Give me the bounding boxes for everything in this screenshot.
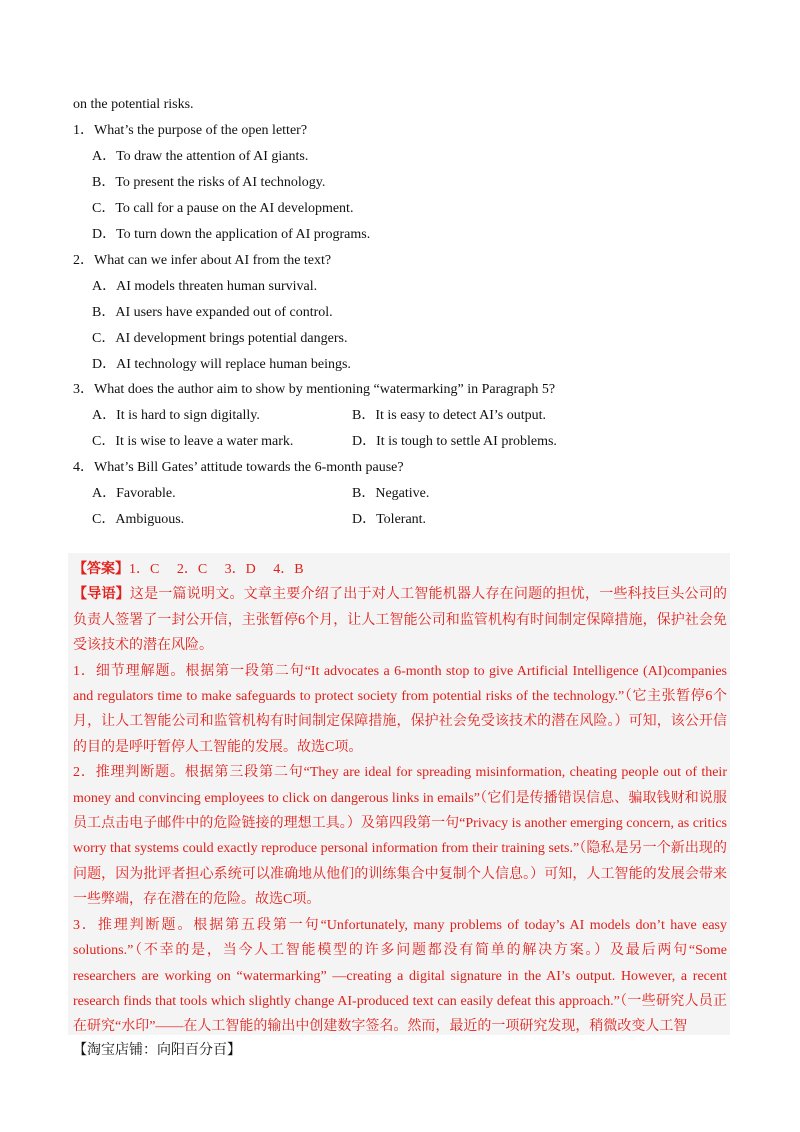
answer-label: 【答案】 <box>73 562 129 577</box>
question-4-stem: 4．What’s Bill Gates’ attitude towards the 6-month pause? <box>73 460 404 475</box>
explanation-2: 2．推理判断题。根据第三段第二句“They are ideal for spreading misinformation, cheating people out of their money and convincing employees to click on dangerous links in emails”（它们是传播错误信息、骗取钱财和说服员工点击电子邮件中的危险链接的理想工具。）及第四段第一句“Privacy is another emerging concern, as critics worry that systems could exactly reproduce personal information from their training sets.”（隐私是另一个新出现的问题，因为批评者担心系统可以准确地从他们的训练集合中复制个人信息。）可知，人工智能的发展会带来一些弊端，存在潜在的危险。故选C项。 <box>73 765 727 908</box>
footer-shop-label: 【淘宝店铺：向阳百分百】 <box>73 1043 241 1058</box>
intro-tail: on the potential risks. <box>73 97 194 112</box>
guide-paragraph <box>73 582 727 658</box>
question-3-stem: 3．What does the author aim to show by mentioning “watermarking” in Paragraph 5? <box>73 382 556 397</box>
question-4-option-a: A．Favorable. <box>92 486 176 501</box>
question-1-option-a: A．To draw the attention of AI giants. <box>92 149 309 164</box>
answer-explanation-block <box>73 557 727 1040</box>
question-4-option-d: D．Tolerant. <box>352 512 427 527</box>
question-4-option-b: B．Negative. <box>352 486 430 501</box>
question-2-stem: 2．What can we infer about AI from the text? <box>73 253 332 268</box>
question-3-option-b: B．It is easy to detect AI’s output. <box>352 408 547 423</box>
question-4-option-c: C．Ambiguous. <box>92 512 185 527</box>
question-2-option-d: D．AI technology will replace human beings. <box>92 357 351 372</box>
question-2-option-c: C．AI development brings potential dangers. <box>92 331 348 346</box>
question-1-stem: 1．What’s the purpose of the open letter? <box>73 123 308 138</box>
question-3-option-d: D．It is tough to settle AI problems. <box>352 434 557 449</box>
answer-line <box>73 557 727 582</box>
question-1-option-b: B．To present the risks of AI technology. <box>92 175 326 190</box>
question-1-option-c: C．To call for a pause on the AI development. <box>92 201 354 216</box>
explanation-3: 3．推理判断题。根据第五段第一句“Unfortunately, many problems of today’s AI models don’t have easy solutions.”（不幸的是，当今人工智能模型的许多问题都没有简单的解决方案。）及最后两句“Some researchers are working on “watermarking” —creating a digital signature in the AI’s output. However, a recent research finds that tools which slightly change AI-produced text can easily defeat this approach.”（一些研究人员正在研究“水印”——在人工智能的输出中创建数字签名。然而，最近的一项研究发现，稍微改变人工智 <box>73 917 727 1035</box>
question-2-option-b: B．AI users have expanded out of control. <box>92 305 333 320</box>
answer-text: 1．C 2．C 3．D 4．B <box>129 562 304 577</box>
question-1-option-d: D．To turn down the application of AI programs. <box>92 227 371 242</box>
guide-label: 【导语】 <box>73 587 130 603</box>
question-2-option-a: A．AI models threaten human survival. <box>92 279 318 294</box>
question-3-option-c: C．It is wise to leave a water mark. <box>92 434 294 449</box>
guide-text: 这是一篇说明文。文章主要介绍了出于对人工智能机器人存在问题的担忧，一些科技巨头公司的负责人签署了一封公开信，主张暂停6个月，让人工智能公司和监管机构有时间制定保障措施，保护社会免受该技术的潜在风险。 <box>73 587 727 654</box>
explanation-1: 1．细节理解题。根据第一段第二句“It advocates a 6-month stop to give Artificial Intelligence (AI)companies and regulators time to make safeguards to protect society from potential risks of the technology.”（它主张暂停6个月，让人工智能公司和监管机构有时间制定保障措施，保护社会免受该技术的潜在风险。）可知，该公开信的目的是呼吁暂停人工智能的发展。故选C项。 <box>73 663 727 755</box>
question-3-option-a: A．It is hard to sign digitally. <box>92 408 260 423</box>
